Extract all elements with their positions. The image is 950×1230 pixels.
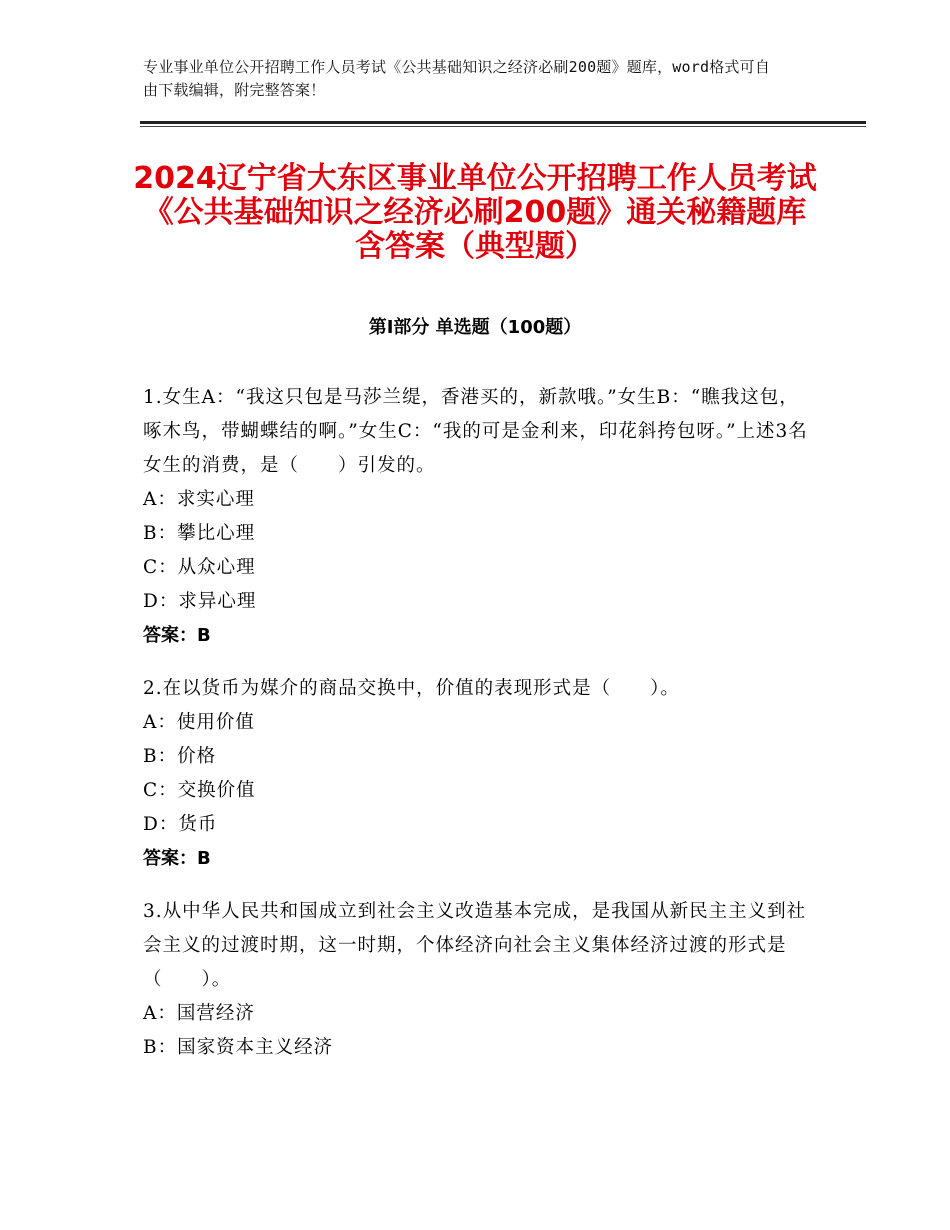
question-stem: 1.女生A：“我这只包是马莎兰缇，香港买的，新款哦。”女生B：“瞧我这包，啄木鸟，带蝴蝶结的啊。”女生C：“我的可是金利来，印花斜挎包呀。”上述3名女生的消费，是（ ）引发的。 — [143, 387, 808, 476]
option-c: C：从众心理 — [143, 557, 256, 578]
option-b: B：攀比心理 — [143, 523, 256, 544]
option-d: D：货币 — [143, 814, 218, 835]
section-heading: 第Ⅰ部分 单选题（100题） — [368, 317, 582, 338]
question-stem: 2.在以货币为媒介的商品交换中，价值的表现形式是（ ）。 — [143, 678, 680, 699]
option-a: A：使用价值 — [143, 712, 255, 733]
option-a: A：求实心理 — [143, 489, 255, 510]
question-list — [143, 381, 813, 1084]
option-b: B：国家资本主义经济 — [143, 1037, 334, 1058]
header-rule-thin — [140, 126, 866, 127]
answer: 答案：B — [143, 848, 211, 869]
option-d: D：求异心理 — [143, 591, 257, 612]
option-c: C：交换价值 — [143, 780, 256, 801]
header-note: 专业事业单位公开招聘工作人员考试《公共基础知识之经济必刷200题》题库，word格式可自由下载编辑，附完整答案！ — [143, 58, 771, 99]
question-2 — [143, 672, 813, 876]
document-title: 2024辽宁省大东区事业单位公开招聘工作人员考试《公共基础知识之经济必刷200题》通关秘籍题库含答案（典型题） — [133, 161, 817, 264]
question-stem: 3.从中华人民共和国成立到社会主义改造基本完成，是我国从新民主主义到社会主义的过渡时期，这一时期，个体经济向社会主义集体经济过渡的形式是（ ）。 — [143, 901, 807, 990]
answer: 答案：B — [143, 625, 211, 646]
header-rule-thick — [140, 121, 866, 124]
option-b: B：价格 — [143, 746, 217, 767]
question-1 — [143, 381, 813, 653]
question-3 — [143, 895, 813, 1065]
option-a: A：国营经济 — [143, 1003, 255, 1024]
